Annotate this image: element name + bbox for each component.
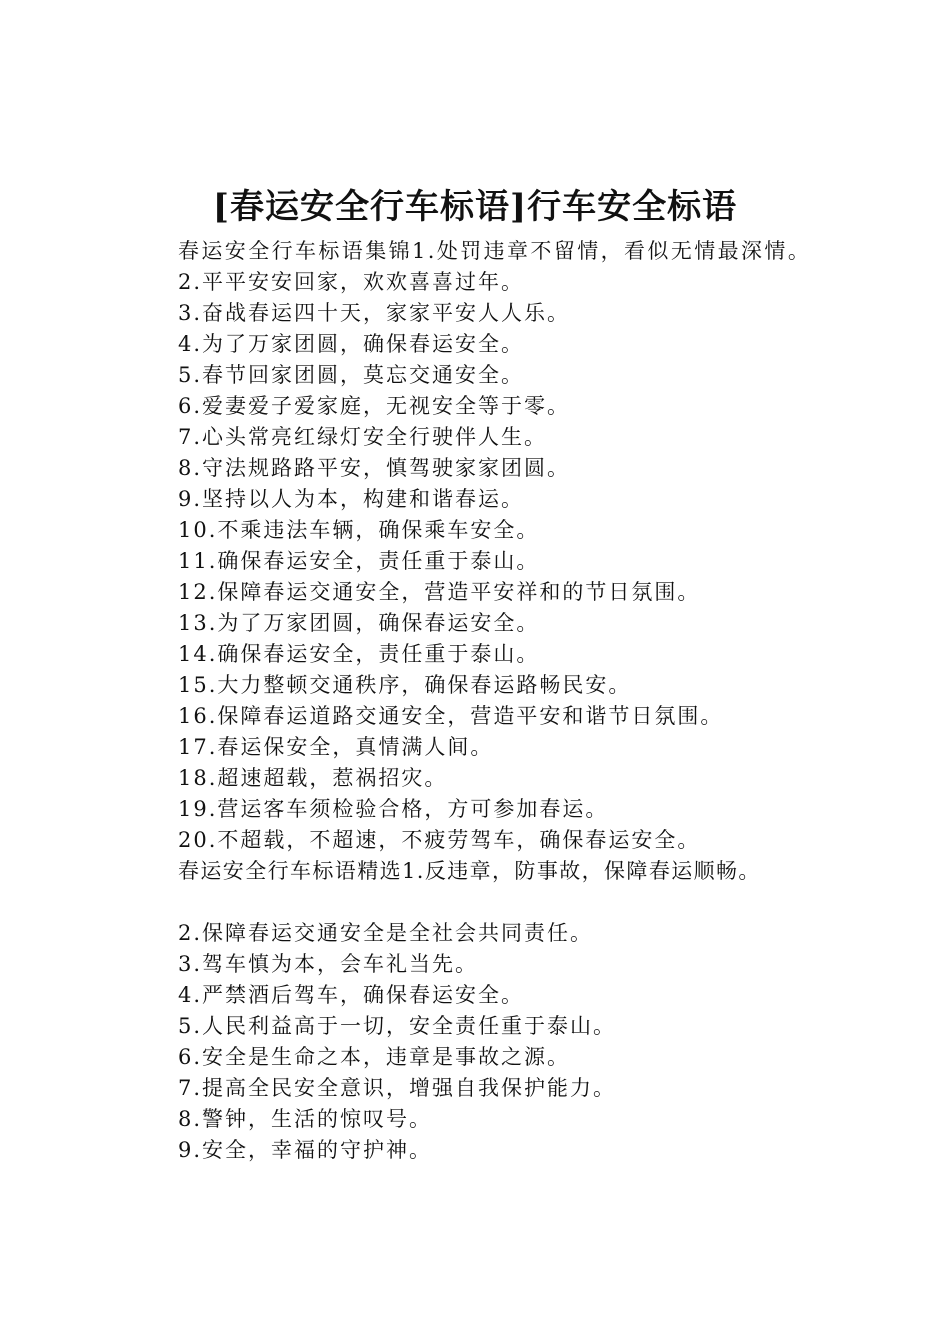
list-item: 14.确保春运安全，责任重于泰山。 — [178, 642, 540, 666]
list-item: 16.保障春运道路交通安全，营造平安和谐节日氛围。 — [178, 704, 724, 728]
document-body — [130, 236, 850, 1166]
list-item: 4.严禁酒后驾车，确保春运安全。 — [178, 983, 525, 1007]
list-item: 10.不乘违法车辆，确保乘车安全。 — [178, 518, 540, 542]
slogan-list-one — [130, 267, 850, 856]
list-item: 8.守法规路路平安，慎驾驶家家团圆。 — [178, 456, 571, 480]
list-item: 7.心头常亮红绿灯安全行驶伴人生。 — [178, 425, 548, 449]
document-title: [春运安全行车标语]行车安全标语 — [212, 187, 738, 227]
list-item: 20.不超载，不超速，不疲劳驾车，确保春运安全。 — [178, 828, 701, 852]
list-item: 19.营运客车须检验合格，方可参加春运。 — [178, 797, 609, 821]
list-item: 9.坚持以人为本，构建和谐春运。 — [178, 487, 525, 511]
list-item: 12.保障春运交通安全，营造平安祥和的节日氛围。 — [178, 580, 701, 604]
list-item: 3.驾车慎为本，会车礼当先。 — [178, 952, 479, 976]
list-item: 3.奋战春运四十天，家家平安人人乐。 — [178, 301, 571, 325]
list-item: 7.提高全民安全意识，增强自我保护能力。 — [178, 1076, 617, 1100]
list-item: 6.安全是生命之本，违章是事故之源。 — [178, 1045, 571, 1069]
list-item: 17.春运保安全，真情满人间。 — [178, 735, 494, 759]
list-item: 5.人民利益高于一切，安全责任重于泰山。 — [178, 1014, 617, 1038]
list-item: 2.平平安安回家，欢欢喜喜过年。 — [178, 270, 525, 294]
list-item: 11.确保春运安全，责任重于泰山。 — [178, 549, 540, 573]
list-item: 6.爱妻爱子爱家庭，无视安全等于零。 — [178, 394, 571, 418]
slogan-list-two — [130, 918, 850, 1166]
section-two-heading: 春运安全行车标语精选1.反违章，防事故，保障春运顺畅。 — [178, 859, 761, 883]
list-item: 13.为了万家团圆，确保春运安全。 — [178, 611, 540, 635]
intro-paragraph: 春运安全行车标语集锦1.处罚违章不留情，看似无情最深情。 — [178, 239, 812, 263]
blank-line — [130, 887, 850, 918]
list-item: 5.春节回家团圆，莫忘交通安全。 — [178, 363, 525, 387]
list-item: 15.大力整顿交通秩序，确保春运路畅民安。 — [178, 673, 632, 697]
list-item: 9.安全，幸福的守护神。 — [178, 1138, 433, 1162]
list-item: 4.为了万家团圆，确保春运安全。 — [178, 332, 525, 356]
list-item: 2.保障春运交通安全是全社会共同责任。 — [178, 921, 594, 945]
list-item: 18.超速超载，惹祸招灾。 — [178, 766, 448, 790]
list-item: 8.警钟，生活的惊叹号。 — [178, 1107, 433, 1131]
